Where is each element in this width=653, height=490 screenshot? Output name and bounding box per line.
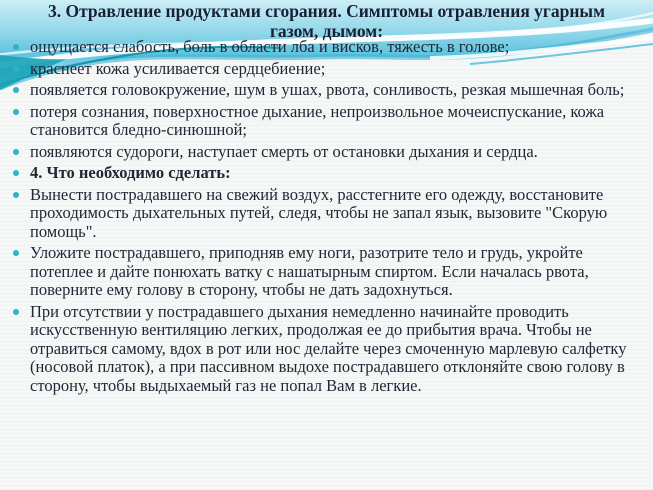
list-item-text: Вынести пострадавшего на свежий воздух, расстегните его одежду, восстановите проходимость дыхательных путей, следя, чтобы не запал язык, вызовите "Скорую помощь". — [30, 184, 608, 241]
list-item-text: Уложите пострадавшего, приподняв ему ноги, разотрите тело и грудь, укройте потеплее и дайте понюхать ватку с нашатырным спиртом. Если началась рвота, поверните ему голову в сторону, чтобы не дать задохнуться. — [30, 243, 589, 299]
bullet-icon — [13, 44, 19, 50]
bullet-list — [0, 38, 653, 398]
list-item-text: 4. Что необходимо сделать: — [30, 163, 231, 182]
bullet-icon — [13, 109, 19, 115]
list-item — [30, 143, 641, 162]
list-item-text: появляется головокружение, шум в ушах, рвота, сонливость, резкая мышечная боль; — [30, 80, 625, 99]
list-item-text: появляются судороги, наступает смерть от остановки дыхания и сердца. — [30, 141, 538, 161]
list-item — [30, 186, 641, 242]
bullet-icon — [13, 250, 19, 256]
bullet-icon — [13, 149, 19, 155]
list-item — [30, 103, 641, 140]
bullet-icon — [13, 170, 19, 176]
list-item — [30, 38, 641, 57]
list-item-text: потеря сознания, поверхностное дыхание, непроизвольное мочеиспускание, кожа становится бледно-синюшной; — [30, 101, 605, 139]
bullet-icon — [13, 66, 19, 72]
list-item-text: краснеет кожа усиливается сердцебиение; — [30, 58, 326, 78]
list-item — [30, 244, 641, 300]
list-item — [30, 164, 641, 183]
bullet-icon — [13, 192, 19, 198]
list-item — [30, 303, 641, 396]
list-item-text: При отсутствии у пострадавшего дыхания немедленно начинайте проводить искусственную вентиляцию легких, продолжая ее до прибытия врача. Чтобы не отравиться самому, вдох в рот или нос делайте через смоченную марлевую салфетку (носовой платок), а при пассивном выдохе пострадавшего отклоняйте свою голову в сторону, чтобы выдыхаемый газ не попал Вам в легкие. — [30, 301, 627, 395]
slide-title: 3. Отравление продуктами сгорания. Симптомы отравления угарным газом, дымом: — [47, 1, 606, 41]
list-item-text: ощущается слабость, боль в области лба и висков, тяжесть в голове; — [30, 37, 510, 56]
list-item — [30, 60, 641, 79]
bullet-icon — [13, 87, 19, 93]
bullet-icon — [13, 309, 19, 315]
list-item — [30, 81, 641, 100]
